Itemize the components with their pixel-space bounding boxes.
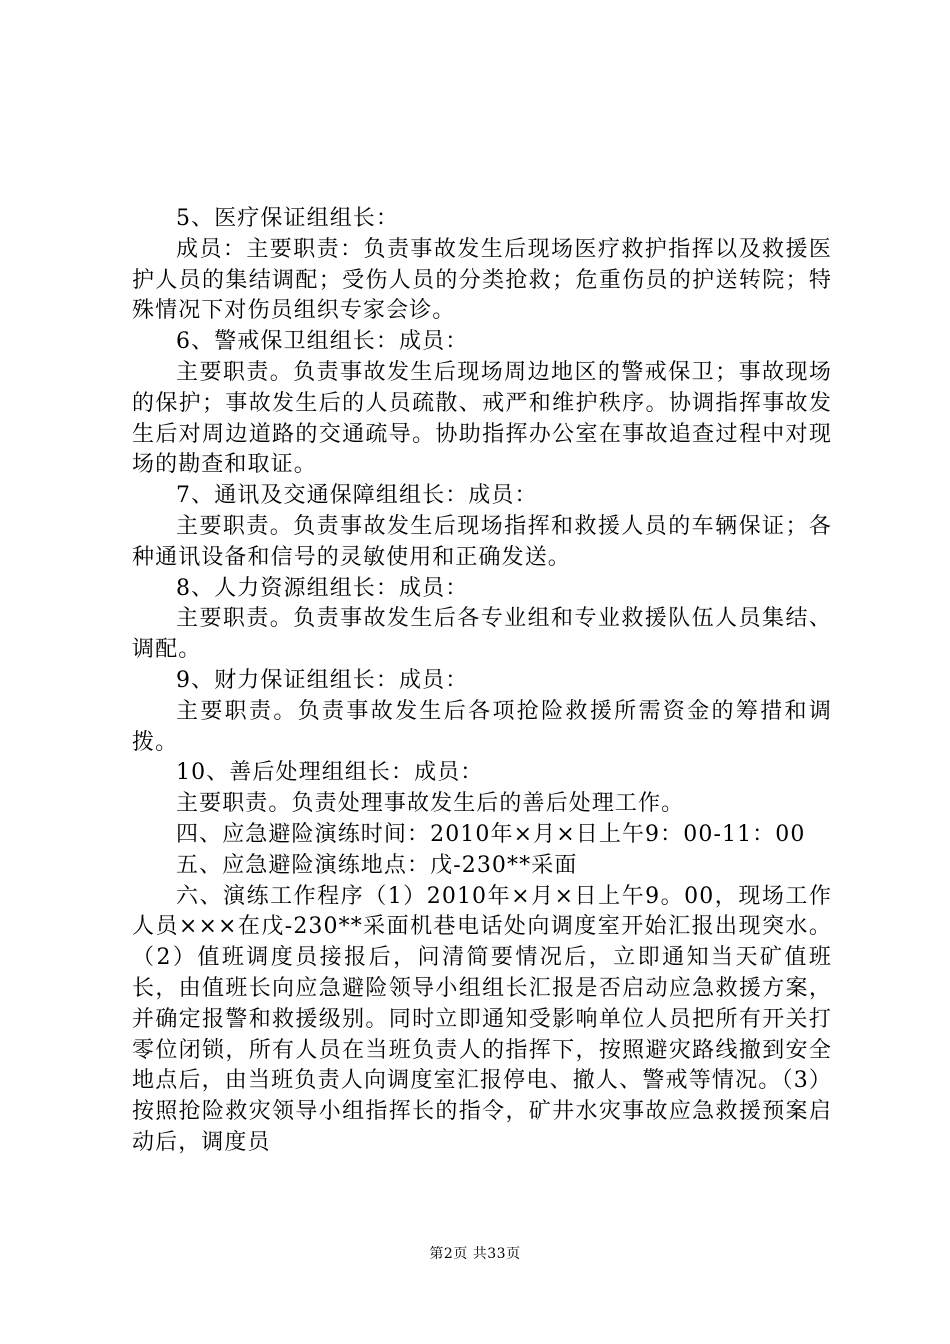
paragraph-medical-duties: 成员：主要职责：负责事故发生后现场医疗救护指挥以及救援医护人员的集结调配；受伤人员的分类抢救；危重伤员的护送转院；特殊情况下对伤员组织专家会诊。 xyxy=(132,236,832,324)
paragraph-hr-duties: 主要职责。负责事故发生后各专业组和专业救援队伍人员集结、调配。 xyxy=(132,606,832,663)
paragraph-drill-time: 四、应急避险演练时间：2010年×月×日上午9：00-11：00 xyxy=(176,821,806,847)
paragraph-drill-procedure: 六、演练工作程序（1）2010年×月×日上午9。00，现场工作人员×××在戊-230**采面机巷电话处向调度室开始汇报出现突水。（2）值班调度员接报后，问清简要情况后，立即通知当天矿值班长，由值班长向应急避险领导小组组长汇报是否启动应急救援方案，并确定报警和救援级别。同时立即通知受影响单位人员把所有开关打零位闭锁，所有人员在当班负责人的指挥下，按照避灾路线撤到安全地点后，由当班负责人向调度室汇报停电、撤人、警戒等情况。（3）按照抢险救灾领导小组指挥长的指令，矿井水灾事故应急救援预案启动后，调度员 xyxy=(132,883,832,1155)
paragraph-finance-duties: 主要职责。负责事故发生后各项抢险救援所需资金的筹措和调拨。 xyxy=(132,698,832,755)
paragraph-communication-duties: 主要职责。负责事故发生后现场指挥和救援人员的车辆保证；各种通讯设备和信号的灵敏使用和正确发送。 xyxy=(132,513,832,570)
paragraph-security-group: 6、警戒保卫组组长：成员： xyxy=(176,329,469,355)
document-body xyxy=(132,204,832,1159)
paragraph-medical-group: 5、医疗保证组组长： xyxy=(176,206,399,231)
paragraph-aftermath-group: 10、善后处理组组长：成员： xyxy=(176,760,484,786)
paragraph-finance-group: 9、财力保证组组长：成员： xyxy=(176,667,469,693)
page-number-footer: 第2页 共33页 xyxy=(429,1246,521,1262)
paragraph-aftermath-duties: 主要职责。负责处理事故发生后的善后处理工作。 xyxy=(176,791,685,817)
paragraph-security-duties: 主要职责。负责事故发生后现场周边地区的警戒保卫；事故现场的保护；事故发生后的人员疏散、戒严和维护秩序。协调指挥事故发生后对周边道路的交通疏导。协助指挥办公室在事故追查过程中对现场的勘查和取证。 xyxy=(132,359,832,478)
paragraph-drill-location: 五、应急避险演练地点：戊-230**采面 xyxy=(176,852,578,878)
paragraph-hr-group: 8、人力资源组组长：成员： xyxy=(176,575,469,601)
paragraph-communication-group: 7、通讯及交通保障组组长：成员： xyxy=(176,483,538,509)
